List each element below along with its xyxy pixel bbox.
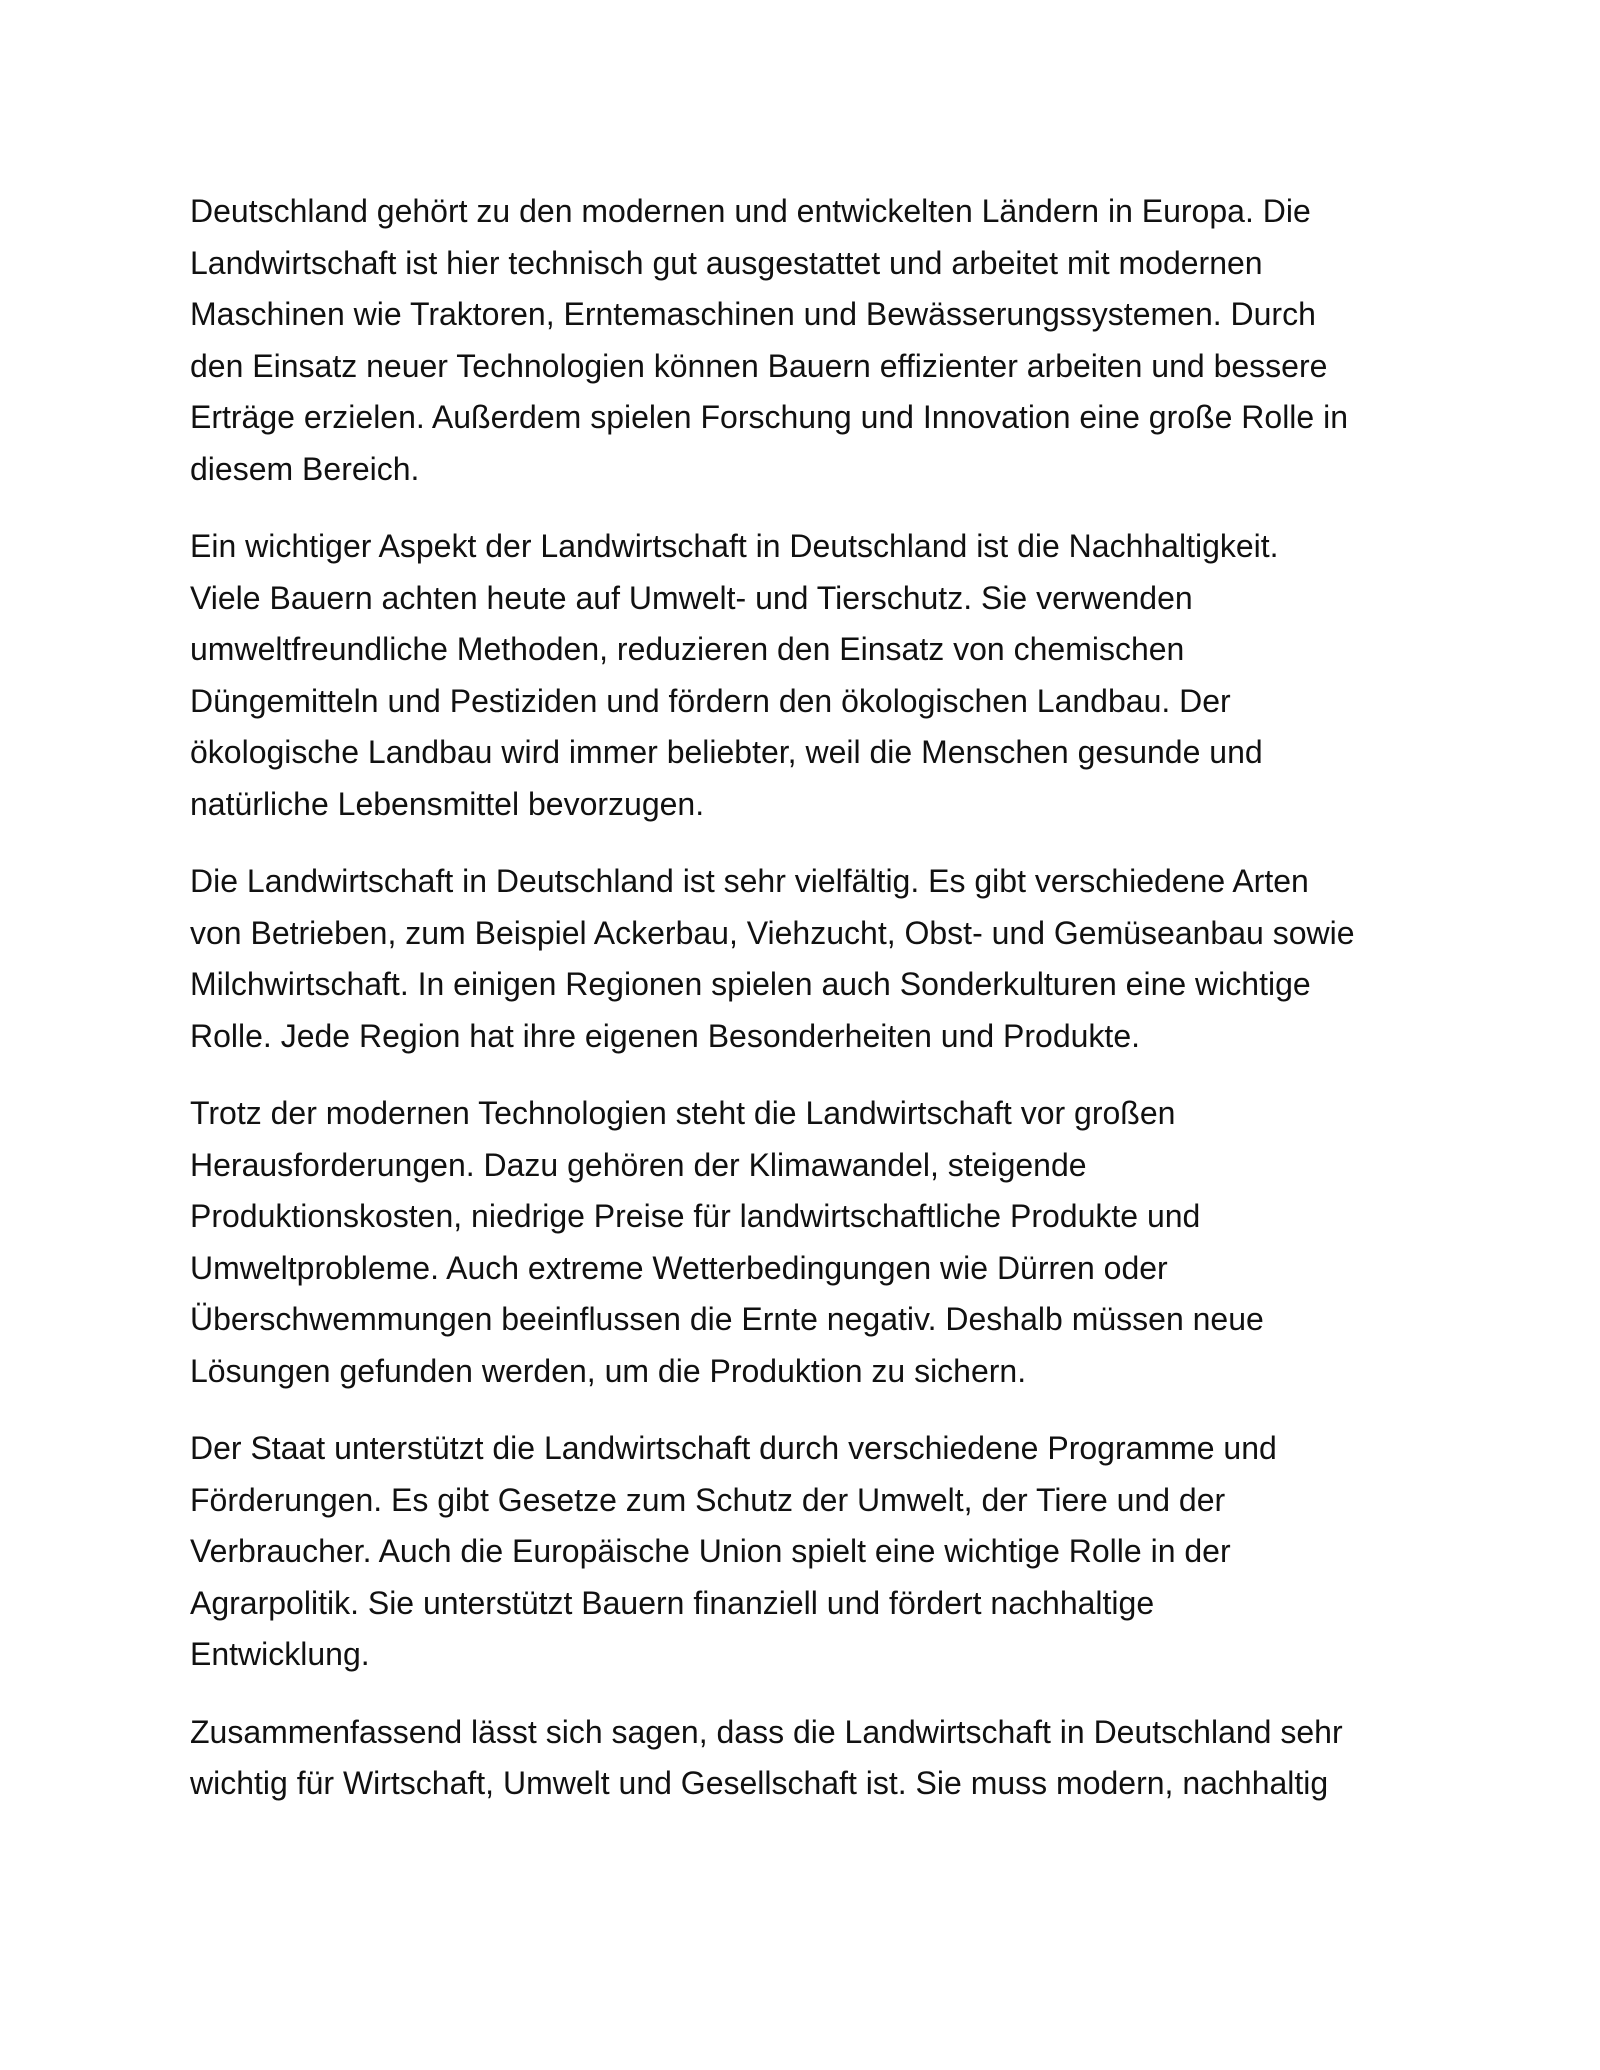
text-line: Erträge erzielen. Außerdem spielen Forschung und Innovation eine große Rolle in (190, 399, 1348, 435)
text-line: diesem Bereich. (190, 450, 420, 487)
text-line: Agrarpolitik. Sie unterstützt Bauern finanziell und fördert nachhaltige (190, 1584, 1155, 1621)
text-line: ökologische Landbau wird immer beliebter, weil die Menschen gesunde und (190, 734, 1263, 770)
text-line: umweltfreundliche Methoden, reduzieren den Einsatz von chemischen (190, 631, 1185, 667)
text-line: Deutschland gehört zu den modernen und entwickelten Ländern in Europa. Die (190, 193, 1311, 229)
text-line: Förderungen. Es gibt Gesetze zum Schutz der Umwelt, der Tiere und der (190, 1481, 1226, 1518)
text-line: Düngemitteln und Pestiziden und fördern den ökologischen Landbau. Der (190, 682, 1231, 719)
text-line: den Einsatz neuer Technologien können Bauern effizienter arbeiten und bessere (190, 347, 1328, 384)
paragraph-2 (190, 521, 1420, 830)
paragraph-6 (190, 1707, 1420, 1810)
paragraph-3 (190, 856, 1420, 1062)
text-line: Der Staat unterstützt die Landwirtschaft durch verschiedene Programme und (190, 1430, 1277, 1466)
paragraph-5 (190, 1423, 1420, 1681)
text-line: Landwirtschaft ist hier technisch gut ausgestattet und arbeitet mit modernen (190, 244, 1263, 281)
text-line: Entwicklung. (190, 1636, 370, 1672)
text-line: Zusammenfassend lässt sich sagen, dass die Landwirtschaft in Deutschland sehr (190, 1713, 1343, 1750)
text-line: Rolle. Jede Region hat ihre eigenen Besonderheiten und Produkte. (190, 1017, 1140, 1054)
text-line: Lösungen gefunden werden, um die Produktion zu sichern. (190, 1352, 1027, 1389)
text-line: Produktionskosten, niedrige Preise für landwirtschaftliche Produkte und (190, 1198, 1201, 1234)
paragraph-1 (190, 186, 1420, 495)
text-line: Viele Bauern achten heute auf Umwelt- und Tierschutz. Sie verwenden (190, 579, 1193, 616)
paragraph-4 (190, 1088, 1420, 1397)
text-line: Die Landwirtschaft in Deutschland ist sehr vielfältig. Es gibt verschiedene Arten (190, 863, 1309, 899)
text-line: natürliche Lebensmittel bevorzugen. (190, 785, 705, 822)
text-line: Umweltprobleme. Auch extreme Wetterbedingungen wie Dürren oder (190, 1249, 1168, 1286)
text-line: Verbraucher. Auch die Europäische Union spielt eine wichtige Rolle in der (190, 1533, 1231, 1569)
document-body (190, 186, 1420, 1836)
text-line: Überschwemmungen beeinflussen die Ernte negativ. Deshalb müssen neue (190, 1301, 1264, 1337)
text-line: Milchwirtschaft. In einigen Regionen spielen auch Sonderkulturen eine wichtige (190, 966, 1311, 1002)
text-line: wichtig für Wirtschaft, Umwelt und Gesellschaft ist. Sie muss modern, nachhaltig (190, 1765, 1329, 1801)
text-line: Ein wichtiger Aspekt der Landwirtschaft in Deutschland ist die Nachhaltigkeit. (190, 528, 1279, 564)
text-line: Maschinen wie Traktoren, Erntemaschinen und Bewässerungssystemen. Durch (190, 296, 1316, 332)
text-line: Herausforderungen. Dazu gehören der Klimawandel, steigende (190, 1146, 1087, 1183)
text-line: Trotz der modernen Technologien steht die Landwirtschaft vor großen (190, 1095, 1176, 1131)
text-line: von Betrieben, zum Beispiel Ackerbau, Viehzucht, Obst- und Gemüseanbau sowie (190, 914, 1355, 951)
